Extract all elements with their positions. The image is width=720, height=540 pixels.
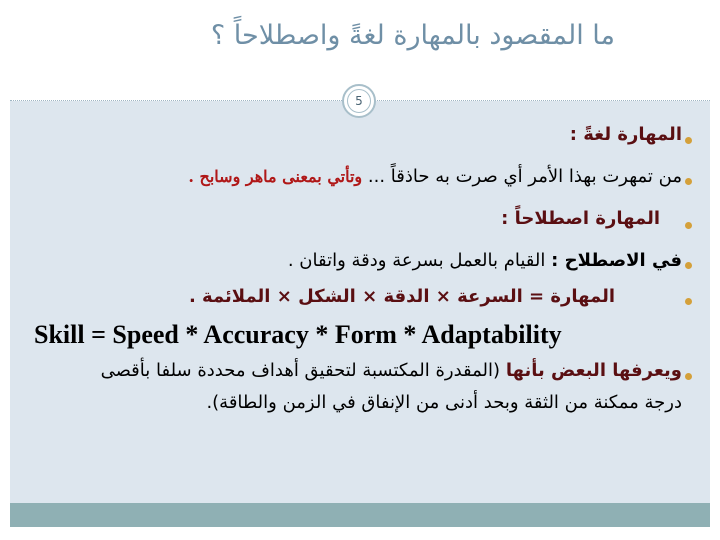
term-heading: المهارة اصطلاحاً : bbox=[501, 208, 660, 229]
formula-english: Skill = Speed * Accuracy * Form * Adaptability bbox=[34, 320, 562, 349]
bullet-icon bbox=[685, 137, 692, 144]
slide-number-badge bbox=[342, 84, 376, 118]
lang-heading-line bbox=[570, 124, 682, 145]
lang-definition: من تمهرت بهذا الأمر أي صرت به حاذقاً ... bbox=[367, 166, 682, 187]
bullet-icon bbox=[685, 298, 692, 305]
lang-definition-extra: وتأتي بمعنى ماهر وسابح . bbox=[188, 167, 363, 186]
bullet-icon bbox=[685, 222, 692, 229]
other-definition-line-1 bbox=[101, 360, 682, 381]
term-definition: القيام بالعمل بسرعة ودقة واتقان . bbox=[287, 250, 546, 271]
term-heading-line bbox=[501, 208, 660, 229]
bullet-icon bbox=[685, 262, 692, 269]
formula-arabic: المهارة = السرعة × الدقة × الشكل × الملائمة . bbox=[188, 286, 615, 307]
bullet-icon bbox=[685, 178, 692, 185]
slide-title: ما المقصود بالمهارة لغةً واصطلاحاً ؟ bbox=[210, 20, 615, 51]
lang-heading: المهارة لغةً : bbox=[569, 124, 682, 145]
other-definition-text: (المقدرة المكتسبة لتحقيق أهداف محددة سلفا بأقصى bbox=[100, 360, 501, 381]
other-definition-prefix: ويعرفها البعض بأنها bbox=[505, 360, 682, 381]
lang-definition-line bbox=[188, 166, 682, 187]
bullet-icon bbox=[685, 373, 692, 380]
slide-number: 5 bbox=[347, 89, 371, 113]
term-definition-line bbox=[288, 250, 682, 271]
other-definition-line-2: درجة ممكنة من الثقة وبحد أدنى من الإنفاق في الزمن والطاقة). bbox=[206, 392, 682, 413]
bottom-bar bbox=[10, 503, 710, 527]
term-prefix: في الاصطلاح : bbox=[551, 250, 682, 271]
